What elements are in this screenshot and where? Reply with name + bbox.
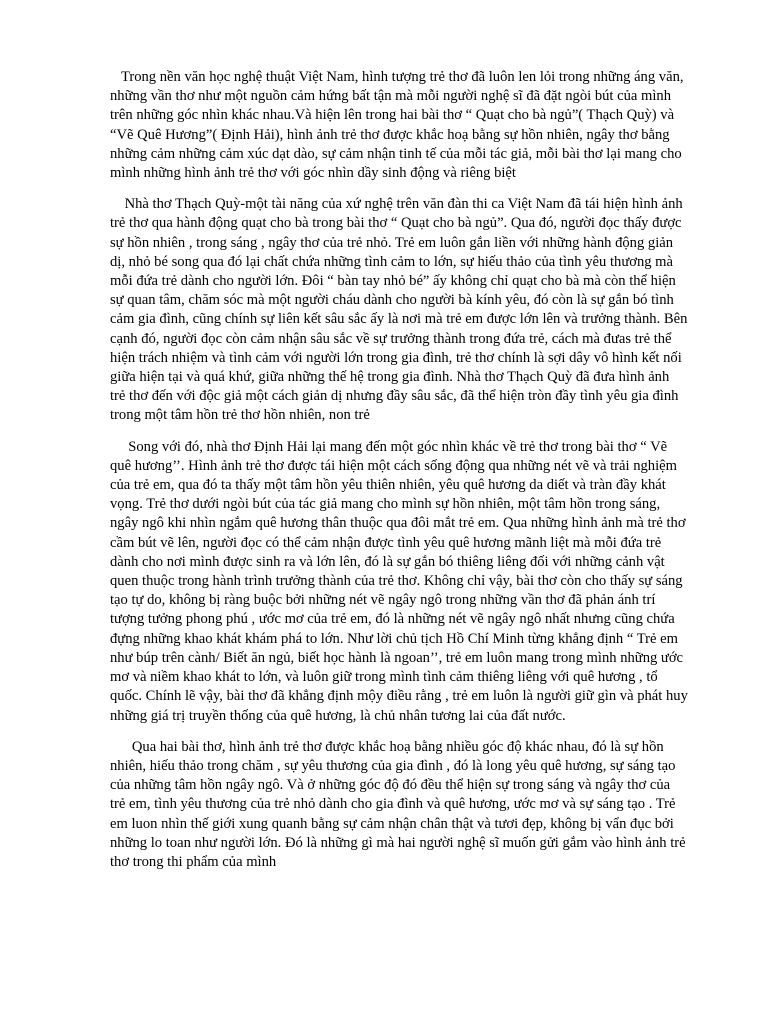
paragraph-dinh-hai: Song với đó, nhà thơ Định Hải lại mang đến một góc nhìn khác về trẻ thơ trong bài thơ “ Vẽ quê hương’’. Hình ảnh trẻ thơ được tái hiện một cách sống động qua những nét vẽ và trải nghiệm của trẻ em, qua đó ta thấy một tâm hồn yêu thiên nhiên, yêu quê hương da diết và tràn đầy khát vọng. Trẻ thơ dưới ngòi bút của tác giả mang cho mình sự hồn nhiên, một tâm hồn trong sáng, ngây ngô khi nhìn ngắm quê hương thân thuộc qua đôi mắt trẻ em. Qua những hình ảnh mà trẻ thơ cầm bút vẽ lên, người đọc có thể cảm nhận được tình yêu quê hương mãnh liệt mà mỗi đứa trẻ dành cho nơi mình được sinh ra và lớn lên, đó là sự gắn bó thiêng liêng đối với những cảnh vật quen thuộc trong hành trình trưởng thành của trẻ thơ. Không chỉ vậy, bài thơ còn cho thấy sự sáng tạo tự do, không bị ràng buộc bởi những nét vẽ ngây ngô trong những vần thơ đã phản ánh trí tượng tưởng phong phú , ước mơ của trẻ em, đó là những nét vẽ ngây ngô nhất nhưng cũng chứa đựng những khao khát khám phá to lớn. Như lời chủ tịch Hồ Chí Minh từng khẳng định “ Trẻ em như búp trên cành/ Biết ăn ngủ, biết học hành là ngoan’’, trẻ em luôn mang trong mình những ước mơ và niềm khao khát to lớn, và luôn giữ trong mình tình cảm thiêng liêng với quê hương , tổ quốc. Chính lẽ vậy, bài thơ đã khẳng định mộy điều rằng , trẻ em luôn là người giữ gìn và phát huy những giá trị truyền thống của quê hương, là chủ nhân tương lai của đất nước. — [110, 438, 692, 724]
paragraph-introduction: Trong nền văn học nghệ thuật Việt Nam, hình tượng trẻ thơ đã luôn len lỏi trong những áng văn, những vần thơ như một nguồn cảm hứng bất tận mà mỗi người nghệ sĩ đã đặt ngòi bút của mình trên những góc nhìn khác nhau.Và hiện lên trong hai bài thơ “ Quạt cho bà ngủ”( Thạch Quỳ) và “Vẽ Quê Hương”( Định Hải), hình ảnh trẻ thơ được khắc hoạ bằng sự hồn nhiên, ngây thơ bằng những cảm những cảm xúc dạt dào, sự cảm nhận tinh tế của mỗi tác giả, mỗi bài thơ lại mang cho mình những hình ảnh trẻ thơ với góc nhìn dầy sinh động và riêng biệt — [110, 69, 688, 182]
document-page — [110, 68, 692, 884]
paragraph-conclusion: Qua hai bài thơ, hình ảnh trẻ thơ được khắc hoạ bằng nhiều góc độ khác nhau, đó là sự hồn nhiên, hiếu thảo trong chăm , sự yêu thương của gia đình , đó là long yêu quê hương, sự sáng tạo của những tâm hồn ngây ngô. Và ở những góc độ đó đều thể hiện sự trong sáng và ngây thơ của trẻ em, tình yêu thương của trẻ nhỏ dành cho gia đình và quê hương, ước mơ và sự sáng tạo . Trẻ em luon nhìn thế giới xung quanh bằng sự cảm nhận chân thật và tươi đẹp, không bị vẩn đục bởi những lo toan như người lớn. Đó là những gì mà hai người nghệ sĩ muốn gửi gắm vào hình ảnh trẻ thơ trong thi phẩm của mình — [110, 738, 690, 870]
paragraph-thach-quy: Nhà thơ Thạch Quỳ-một tài năng của xứ nghệ trên văn đàn thi ca Việt Nam đã tái hiện hình ảnh trẻ thơ qua hành động quạt cho bà trong bài thơ “ Quạt cho bà ngủ”. Qua đó, người đọc thấy được sự hồn nhiên , trong sáng , ngây thơ của trẻ nhỏ. Trẻ em luôn gắn liền với những hành động giản dị, nhỏ bé song qua đó lại chất chứa những tình cảm to lớn, sự hiếu thảo của tình yêu thương mà mỗi đứa trẻ dành cho người lớn. Đôi “ bàn tay nhỏ bé” ấy không chỉ quạt cho bà mà còn thể hiện sự quan tâm, chăm sóc mà một người cháu dành cho người bà kính yêu, đó còn là sự gắn bó tình cảm gia đình, cũng chính sự liên kết sâu sắc ấy là nơi mà trẻ em được lớn lên và trưởng thành. Bên cạnh đó, người đọc còn cảm nhận sâu sắc về sự trưởng thành trong đứa trẻ, cách mà đưas trẻ thể hiện trách nhiệm và tình cảm với người lớn trong gia đình, trẻ thơ chính là sợi dây vô hình kết nối giữa hiện tại và quá khứ, giữa những thế hệ trong gia đình. Nhà thơ Thạch Quỳ đã đưa hình ảnh trẻ thơ đến với độc giả một cách giản dị nhưng đầy sâu sắc, đã thể hiện tròn đầy tình yêu gia đình trong một tâm hồn trẻ thơ hồn nhiên, non trẻ — [110, 196, 692, 424]
